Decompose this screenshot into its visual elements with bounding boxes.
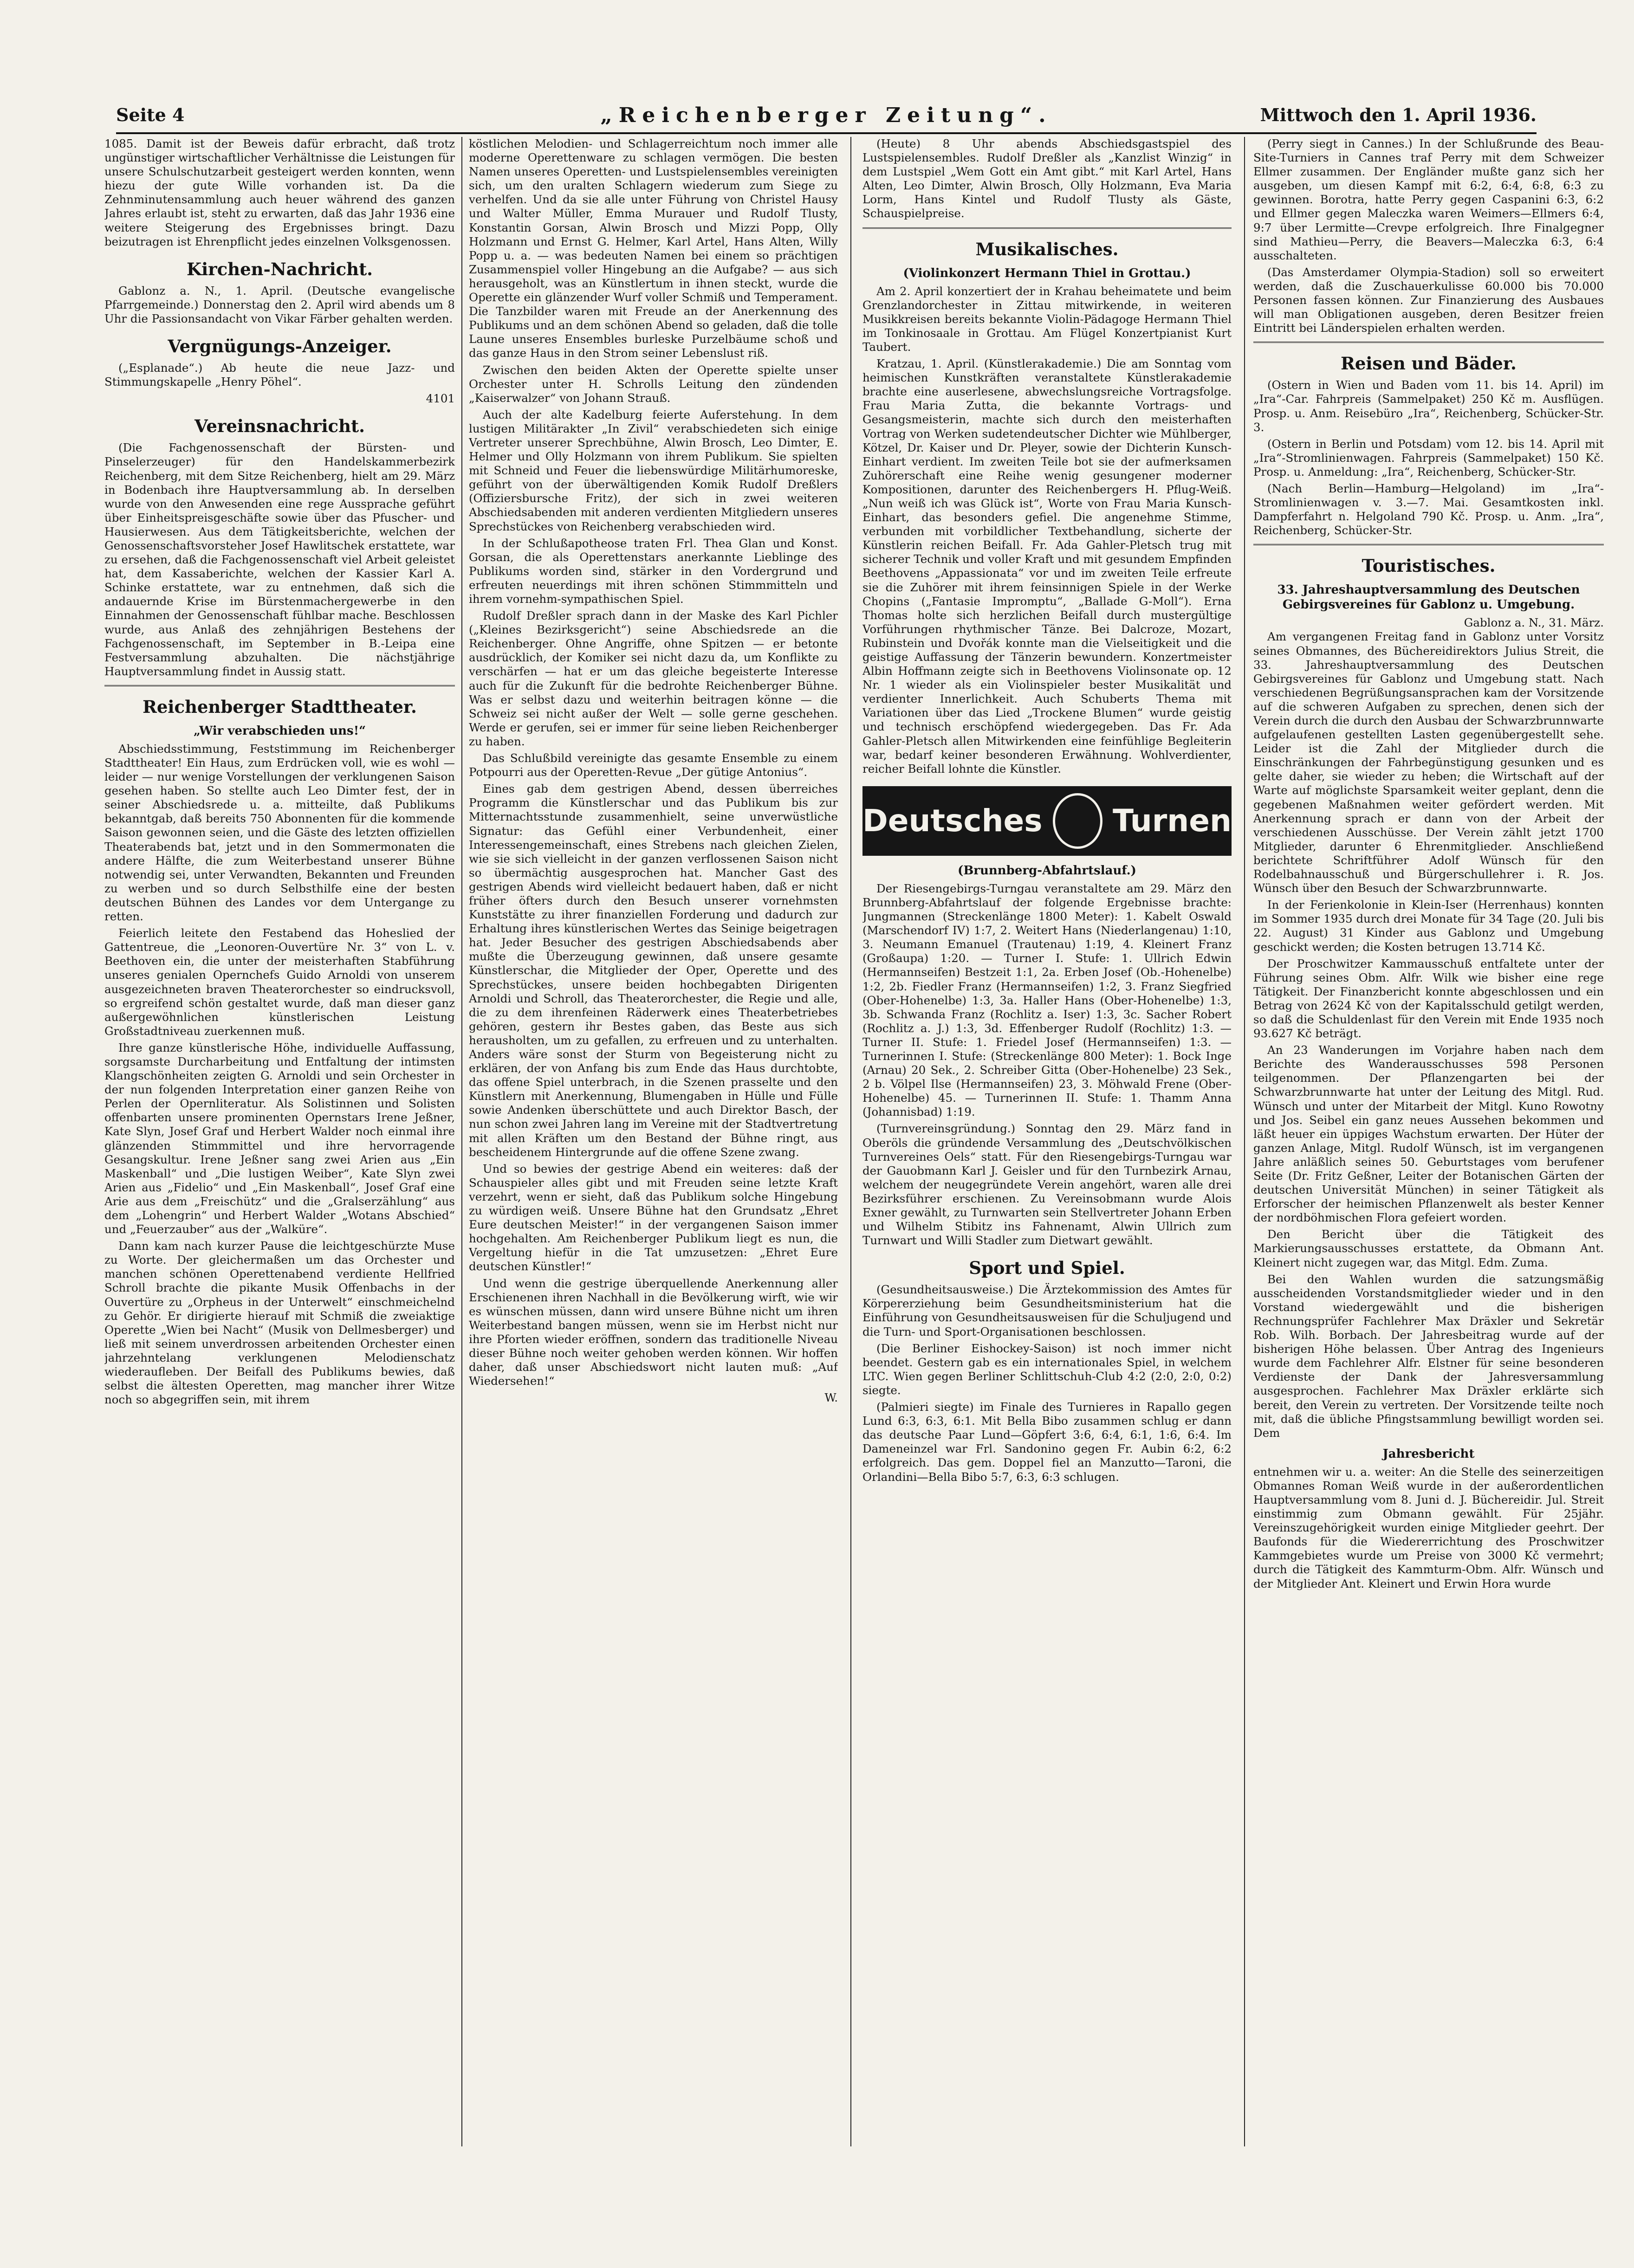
article-text: Zwischen den beiden Akten der Operette spielte unser Orchester unter H. Schrolls Leitung den zündenden „Kaiserwalzer“ von Johann Strauß.	[469, 363, 838, 405]
banner-word-right: Turnen	[1112, 802, 1232, 839]
article-text: (Nach Berlin—Hamburg—Helgoland) im „Ira“-Stromlinienwagen v. 3.—7. Mai. Gesamtkosten inkl. Dampferfahrt n. Helgoland 790 Kč. Prosp. u. Anm. „Ira“, Reichenberg, Schücker-Str.	[1253, 481, 1604, 537]
article-text: In der Ferienkolonie in Klein-Iser (Herrenhaus) konnten im Sommer 1935 durch drei Monate für 34 Tage (20. Juli bis 22. August) 31 Kinder aus Gablonz und Umgebung geschickt werden; die Kosten betrugen 13.714 Kč.	[1253, 898, 1604, 954]
article-text: (Palmieri siegte) im Finale des Turnieres in Rapallo gegen Lund 6:3, 6:3, 6:1. Mit Bella Bibo zusammen schlug er dann das deutsche Paar Lund—Göpfert 3:6, 6:4, 6:1, 1:6, 6:4. Im Dameneinzel war Frl. Sandonino gegen Fr. Aubin 6:2, 6:2 erfolgreich. Das gem. Doppel fiel an Manzutto—Taroni, die Orlandini—Bella Bibo 5:7, 6:3, 6:3 schlugen.	[862, 1400, 1232, 1484]
column-1	[104, 137, 455, 2146]
article-text: (Perry siegt in Cannes.) In der Schlußrunde des Beau-Site-Turniers in Cannes traf Perry mit dem Schweizer Ellmer zusammen. Der Engländer mußte ganz sich her ausgeben, um diesen Kampf mit 6:2, 6:4, 6:8, 6:3 zu gewinnen. Borotra, hatte Perry gegen Caspanini 6:3, 6:2 und Ellmer gegen Maleczka waren Weimers—Ellmers 6:4, 9:7 über Lermitte—Crevpe erfolgreich. Ihre Finalgegner sind Mathieu—Perry, die Beavers—Maleczka 6:3, 6:4 ausschalteten.	[1253, 137, 1604, 262]
article-text: Rudolf Dreßler sprach dann in der Maske des Karl Pichler („Kleines Bezirksgericht“) seine Abschiedsrede an die Reichenberger. Ohne Angriffe, ohne Spitzen — er betonte ausdrücklich, der Komiker sei nicht dazu da, um Konflikte zu verschärfen — hat er um das gleiche begeisterte Interesse auch für die Zukunft für die bedrohte Reichenberger Bühne. Was er selbst dazu und weiterhin beitragen könne — die Schweiz sei nicht außer der Welt — solle gerne geschehen. Werde er gerufen, sei er immer für seine lieben Reichenberger zu haben.	[469, 609, 838, 748]
section-heading: Sport und Spiel.	[969, 1258, 1125, 1279]
ad-number: 4101	[426, 392, 455, 406]
article-text: Am vergangenen Freitag fand in Gablonz unter Vorsitz seines Obmannes, des Büchereidirektors Julius Streit, die 33. Jahreshauptversammlung des Deutschen Gebirgsvereines für Gablonz und Umgebung statt. Nach verschiedenen Begrüßungsansprachen kam der Vorsitzende auf die schweren Aufgaben zu sprechen, denen sich der Verein durch die durch den Ausbau der Schwarzbrunnwarte aufgelaufenen gestellten Lasten gegenübergestellt sehe. Leider ist die Zahl der Mitglieder durch die Einschränkungen der Fahrbegünstigung gesunken und es gelte daher, sie wieder zu heben; die Wirtschaft auf der Warte auf möglichste Sparsamkeit weiter geplant, denn die gegebenen Maßnahmen weiter gefördert werden. Mit Anerkennung sprach er dann von der Arbeit der verschiedenen Ausschüsse. Der Verein zählt jetzt 1700 Mitglieder, darunter 6 Ehrenmitglieder. Anschließend berichtete Schriftführer Adolf Wünsch für den Rodelbahnausschuß und Bürgerschullehrer i. R. Jos. Wünsch über den Besuch der Schwarzbrunnwarte.	[1253, 630, 1604, 895]
divider	[862, 227, 1232, 229]
article-text: Den Bericht über die Tätigkeit des Markierungsausschusses erstattete, da Obmann Ant. Kleinert nicht zugegen war, das Mitgl. Edm. Zuma.	[1253, 1228, 1604, 1269]
article-text: (Das Amsterdamer Olympia-Stadion) soll so erweitert werden, daß die Zuschauerkulisse 60.000 bis 70.000 Personen fassen können. Zur Finanzierung des Ausbaues will man Obligationen ausgeben, deren Besitzer freien Eintritt bei Länderspielen erhalten werden.	[1253, 265, 1604, 335]
article-text: In der Schlußapotheose traten Frl. Thea Glan und Konst. Gorsan, die als Operettenstars anerkannte Lieblinge des Publikums worden sind, stärker in den Vordergrund und erfreuten neuerdings mit ihren schönen Stimmmitteln und ihrem vornehm-sympathischen Spiel.	[469, 536, 838, 606]
column-3	[862, 137, 1232, 2146]
page-number: Seite 4	[116, 104, 185, 125]
article-subheading: (Violinkonzert Hermann Thiel in Grottau.)	[903, 266, 1191, 280]
dateline: Gablonz a. N., 31. März.	[1464, 616, 1604, 630]
newspaper-title: „Reichenberger Zeitung“.	[600, 103, 1052, 127]
article-text: köstlichen Melodien- und Schlagerreichtum noch immer alle moderne Operettenware zu schlagen vermögen. Die besten Namen unseres Operetten- und Lustspielensembles vereinigten sich, um den uralten Schlagern wiederum zum Siege zu verhelfen. Und da sie alle unter Führung von Christel Hausy und Walter Müller, Emma Murauer und Rudolf Tlusty, Konstantin Gorsan, Alwin Brosch und Mizzi Popp, Olly Holzmann und Ernst G. Helmer, Karl Artel, Hans Alten, Willy Popp u. a. — was bedeuten Namen bei einem so prächtigen Zusammenspiel voller Hingebung an die Aufgabe? — aus sich herausgeholt, was an Künstlertum in ihnen steckt, wurde die Operette ein glänzender Wurf voller Schmiß und Temperament. Die Tanzbilder waren mit Freude an der Anerkennung des Publikums und an dem schönen Abend so geladen, daß die tolle Laune unseres Ensembles burleske Purzelbäume schoß und das ganze Haus in den Strom seiner Lebenslust riß.	[469, 137, 838, 360]
section-heading: Reichenberger Stadttheater.	[143, 696, 417, 717]
article-text: Dann kam nach kurzer Pause die leichtgeschürzte Muse zu Worte. Der gleichermaßen um das Orchester und manchen schönen Operettenabend verdiente Hellfried Schroll brachte die pikante Musik Offenbachs in der Ouvertüre zu „Orpheus in der Unterwelt“ einschmeichelnd zu Gehör. Er dirigierte hierauf mit Schmiß die zweiaktige Operette „Wien bei Nacht“ (Musik von Dellmesberger) und ließ mit seinem unverdrossen arbeitenden Orchester einen jahrzehntelang verklungenen Melodienschatz wiederaufleben. Der Beifall des Publikums bewies, daß selbst die ältesten Operetten, mag mancher ihrer Witze noch so abgegriffen sein, mit ihrem	[104, 1239, 455, 1407]
article-text: (Heute) 8 Uhr abends Abschiedsgastspiel des Lustspielensembles. Rudolf Dreßler als „Kanzlist Winzig“ in dem Lustspiel „Wem Gott ein Amt gibt.“ mit Karl Artel, Hans Alten, Leo Dimter, Alwin Brosch, Olly Holzmann, Eva Maria Lorm, Hans Kintel und Rudolf Tlusty als Gäste, Schauspielpreise.	[862, 137, 1232, 220]
section-heading: Musikalisches.	[975, 239, 1119, 259]
article-text: (Turnvereinsgründung.) Sonntag den 29. März fand in Oberöls die gründende Versammlung des „Deutschvölkischen Turnvereines Oels“ statt. Für den Riesengebirgs-Turngau war der Gauobmann Karl J. Geisler und für den Turnbezirk Arnau, welchem der neugegründete Verein angehört, waren alle drei Bezirksführer erschienen. Zu Vereinsobmann wurde Alois Exner gewählt, zu Turnwarten sein Stellvertreter Johann Erben und Wilhelm Stibitz ins Fahnenamt, Alwin Ullrich zum Turnwart und Willi Stadler zum Dietwart gewählt.	[862, 1122, 1232, 1247]
advertisement-text: („Esplanade“.) Ab heute die neue Jazz- und Stimmungskapelle „Henry Pöhel“.	[104, 361, 455, 389]
article-subheading: „Wir verabschieden uns!“	[193, 724, 366, 738]
article-text: Eines gab dem gestrigen Abend, dessen überreiches Programm die Künstlerschar und das Publikum bis zur Mitternachtsstunde zusammenhielt, seine unverwüstliche Signatur: das Gefühl einer Verbundenheit, einer Interessengemeinschaft, eines Strebens nach gleichen Zielen, wie sie sich vielleicht in der ganzen verflossenen Saison nicht so übermächtig ausgesprochen hat. Mancher Gast des gestrigen Abends wird vielleicht bedauert haben, daß er nicht früher öfters durch den Besuch unserer vornehmsten Kunststätte zu ihrer finanziellen Forderung und dadurch zur Erhaltung ihres künstlerischen Wertes das Seinige beigetragen hat. Jeder Besucher des gestrigen Abschiedsabends aber mußte die Überzeugung gewinnen, daß unsere gesamte Künstlerschar, die Mitglieder der Oper, Operette und des Sprechstückes, unsere beiden hochbegabten Dirigenten Arnoldi und Schroll, das Theaterorchester, die Regie und alle, die zu dem ihrenfeinen Räderwerk eines Theaterbetriebes gehören, gestern ihr Bestes gaben, das Beste aus sich herausholten, um zu gefallen, zu erfreuen und zu unterhalten. Anders wäre sonst der Sturm von Begeisterung nicht zu erklären, der von Anfang bis zum Ende das Haus durchtobte, das offene Spiel unterbrach, in die Szenen prasselte und den Künstlern mit Anerkennung, Blumengaben in Hülle und Fülle sowie Andenken überschüttete und auch Direktor Basch, der nun schon zwei Jahren lang im Vereine mit der Stadtvertretung mit allen Kräften um den Bestand der Bühne ringt, aus bescheidenem Hintergrunde auf die offene Szene zwang.	[469, 782, 838, 1159]
section-heading: Kirchen-Nachricht.	[186, 258, 373, 279]
article-subheading: Jahresbericht	[1382, 1447, 1475, 1461]
column-rule	[850, 137, 851, 2146]
article-signature: W.	[824, 1391, 838, 1405]
column-rule	[461, 137, 462, 2146]
article-text: Der Riesengebirgs-Turngau veranstaltete am 29. März den Brunnberg-Abfahrtslauf der folgende Ergebnisse brachte: Jungmannen (Streckenlänge 1800 Meter): 1. Kabelt Oswald (Marschendorf IV) 1:7, 2. Weitert Hans (Niederlangenau) 1:10, 3. Neumann Emanuel (Trautenau) 1:19, 4. Kleinert Franz (Großaupa) 1:20. — Turner I. Stufe: 1. Ullrich Edwin (Hermannseifen) Bestzeit 1:1, 2a. Erben Josef (Ob.-Hohenelbe) 1:2, 2b. Fiedler Franz (Hermannseifen) 1:2, 3. Franz Siegfried (Ober-Hohenelbe) 1:3, 3a. Haller Hans (Ober-Hohenelbe) 1:3, 3b. Schwanda Franz (Rochlitz a. Iser) 1:3, 3c. Sacher Robert (Rochlitz a. J.) 1:3, 3d. Effenberger Rudolf (Rochlitz) 1:3. — Turner II. Stufe: 1. Friedel Josef (Hermannseifen) 1:3. — Turnerinnen I. Stufe: (Streckenlänge 800 Meter): 1. Bock Inge (Arnau) 20 Sek., 2. Schreiber Gitta (Ober-Hohenelbe) 23 Sek., 2 b. Völpel Ilse (Hermannseifen) 23, 3. Möhwald Frene (Ober-Hohenelbe) 45. — Turnerinnen II. Stufe: 1. Thamm Anna (Johannisbad) 1:19.	[862, 881, 1232, 1119]
article-text: (Die Fachgenossenschaft der Bürsten- und Pinselerzeuger) für den Handelskammerbezirk Reichenberg, mit dem Sitze Reichenberg, hielt am 29. März in Bodenbach ihre Hauptversammlung ab. In derselben wurde von den Anwesenden eine rege Aussprache geführt über Einheitspreisgeschäfte sowie über das Pfuscher- und Hausierwesen. Aus dem Tätigkeitsberichte, welchen der Genossenschaftsvorsteher Josef Hawlitschek erstattete, war zu ersehen, daß die Fachgenossenschaft viel Arbeit geleistet hat, dem Kassaberichte, welchen der Kassier Karl A. Schinke erstattete, war zu entnehmen, daß sich die andauernde Krise im Bürstenmachergewerbe in den Einnahmen der Genossenschaft fühlbar mache. Beschlossen wurde, aus Anlaß des zehnjährigen Bestehens der Fachgenossenschaft, im September in B.-Leipa eine Festversammlung abzuhalten. Die nächstjährige Hauptversammlung findet in Aussig statt.	[104, 441, 455, 678]
article-text: Der Proschwitzer Kammausschuß entfaltete unter der Führung seines Obm. Alfr. Wilk wie bisher eine rege Tätigkeit. Der Finanzbericht konnte abgeschlossen und ein Betrag von 2624 Kč von der Kapitalsschuld getilgt werden, so daß die Schuldenlast für den Verein mit Ende 1935 noch 93.627 Kč beträgt.	[1253, 956, 1604, 1040]
turner-cross-icon	[1053, 793, 1102, 849]
article-text: entnehmen wir u. a. weiter: An die Stelle des seinerzeitigen Obmannes Roman Weiß wurde in der außerordentlichen Hauptversammlung vom 8. Juni d. J. Büchereidir. Jul. Streit einstimmig zum Obmann gewählt. Für 25jähr. Vereinszugehörigkeit wurden einige Mitglieder geehrt. Der Baufonds für die Wiedererrichtung des Proschwitzer Kammgebietes wurde um Preise von 3000 Kč vermehrt; durch die Tätigkeit des Kammturm-Obm. Alfr. Wünsch und der Mitglieder Ant. Kleinert und Erwin Hora wurde	[1253, 1465, 1604, 1590]
article-text: (Die Berliner Eishockey-Saison) ist noch immer nicht beendet. Gestern gab es ein internationales Spiel, in welchem LTC. Wien gegen Berliner Schlittschuh-Club 4:2 (2:0, 2:0, 0:2) siegte.	[862, 1341, 1232, 1397]
section-heading: Reisen und Bäder.	[1341, 353, 1517, 374]
section-heading: Vereinsnachricht.	[195, 416, 365, 437]
article-text: Auch der alte Kadelburg feierte Auferstehung. In dem lustigen Militärakter „In Zivil“ verabschiedeten sich einige Vertreter unserer Sprechbühne, Alwin Brosch, Leo Dimter, E. Helmer und Olly Holzmann von ihrem Publikum. Sie spielten mit Schneid und Feuer die liebenswürdige Militärhumoreske, geführt von der überwältigenden Komik Rudolf Dreßlers (Offiziersbursche Fritz), der sich in zwei weiteren Abschiedsabenden mit anderen verdienten Mitgliedern unseres Sprechstückes von Reichenberg verabschieden wird.	[469, 407, 838, 533]
article-text: Ihre ganze künstlerische Höhe, individuelle Auffassung, sorgsamste Durcharbeitung und Entfaltung der intimsten Klangschönheiten zeigten G. Arnoldi und sein Orchester in der nun folgenden Interpretation einer ganzen Reihe von Perlen der Opernliteratur. Als Solistinnen und Solisten offenbarten unsere prominenten Opernstars Irene Jeßner, Kate Slyn, Josef Graf und Herbert Walder noch einmal ihre glänzenden Stimmmittel und ihre hervorragende Gesangskultur. Irene Jeßner sang zwei Arien aus „Ein Maskenball“ und „Die lustigen Weiber“, Kate Slyn zwei Arien aus „Fidelio“ und „Ein Maskenball“, Josef Graf eine Arie aus dem „Freischütz“ und die „Gralserzählung“ aus dem „Lohengrin“ und Herbert Walder „Wotans Abschied“ und „Feuerzauber“ aus der „Walküre“.	[104, 1040, 455, 1236]
article-text: Bei den Wahlen wurden die satzungsmäßig ausscheidenden Vorstandsmitglieder wieder und in den Vorstand wiedergewählt und die bisherigen Rechnungsprüfer Fachlehrer Max Dräxler und Sekretär Rob. Wilh. Borbach. Der Jahresbeitrag wurde auf der bisherigen Höhe belassen. Über Antrag des Ingenieurs wurde dem Fachlehrer Alfr. Elstner für seine besonderen Verdienste der Dank der Jahresversammlung ausgesprochen. Fachlehrer Max Dräxler erklärte sich bereit, den Verein zu vertreten. Der Vorsitzende teilte noch mit, daß die übliche Pfingstsammlung bewilligt worden sei. Dem	[1253, 1272, 1604, 1440]
article-text: Abschiedsstimmung, Feststimmung im Reichenberger Stadttheater! Ein Haus, zum Erdrücken voll, wie es wohl — leider — nur wenige Vorstellungen der verklungenen Saison gesehen haben. So stellte auch Leo Dimter fest, der in seiner Abschiedsrede u. a. mitteilte, daß Publikums bekanntgab, daß bereits 750 Abonnenten für die kommende Saison gewonnen seien, und die Gäste des letzten offiziellen Theaterabends bat, jetzt und in den Sommermonaten die andere Hälfte, die zum Weiterbestand unserer Bühne notwendig sei, unter Verwandten, Bekannten und Freunden zu werben und so durch Selbsthilfe eine der besten deutschen Bühnen des Landes vor dem Untergange zu retten.	[104, 742, 455, 924]
column-rule	[1244, 137, 1245, 2146]
article-text: An 23 Wanderungen im Vorjahre haben nach dem Berichte des Wanderausschusses 598 Personen teilgenommen. Der Pflanzengarten bei der Schwarzbrunnwarte hat unter der Leitung des Mitgl. Rud. Wünsch und unter der Mitarbeit der Mitgl. Kuno Rowotny und Jos. Seibel ein ganz neues Aussehen bekommen und läßt heuer ein üppiges Wachstum erwarten. Der Hüter der ganzen Anlage, Mitgl. Rudolf Wünsch, ist im vergangenen Jahre anläßlich seines 50. Geburtstages vom berufener Seite (Dr. Fritz Geßner, Leiter der Botanischen Gärten der deutschen Universität München) in seiner Tätigkeit als Erforscher der heimischen Pflanzenwelt als bester Kenner der nordböhmischen Flora gefeiert worden.	[1253, 1043, 1604, 1225]
section-heading: Vergnügungs-Anzeiger.	[168, 336, 392, 357]
article-text: Feierlich leitete den Festabend das Hoheslied der Gattentreue, die „Leonoren-Ouvertüre Nr. 3“ von L. v. Beethoven ein, die unter der meisterhaften Stabführung unseres genialen Opernchefs Guido Arnoldi von unserem ausgezeichneten braven Theaterorchester so eindrucksvoll, so ergreifend schön gestaltet wurde, daß man dieser ganz außergewöhnlichen künstlerischen Leistung Großstadtniveau zuerkennen muß.	[104, 926, 455, 1038]
divider	[104, 685, 455, 686]
article-text: Und so bewies der gestrige Abend ein weiteres: daß der Schauspieler alles gibt und mit Freuden seine letzte Kraft verzehrt, wenn er sieht, daß das Publikum solche Hingebung zu würdigen weiß. Unsere Bühne hat den Grundsatz „Ehret Eure deutschen Meister!“ in der vergangenen Saison immer hochgehalten. Am Reichenberger Publikum liegt es nun, die Vergeltung hiefür in die Tat umzusetzen: „Ehret Eure deutschen Künstler!“	[469, 1162, 838, 1273]
section-heading: Touristisches.	[1362, 556, 1496, 576]
article-text: Und wenn die gestrige überquellende Anerkennung aller Erschienenen ihren Nachhall in die Bevölkerung wirft, wie wir es wünschen müssen, dann wird unsere Bühne nicht um ihren Weiterbestand bangen müssen, wenn sie im Herbst nicht nur ihre Pforten wieder eröffnen, sondern das traditionelle Niveau dieser Bühne noch weiter gehoben werden können. Wir hoffen daher, daß unser Abschiedswort nicht lauten muß: „Auf Wiedersehen!“	[469, 1276, 838, 1388]
divider	[1253, 544, 1604, 545]
article-text: Kratzau, 1. April. (Künstlerakademie.) Die am Sonntag vom heimischen Kunstkräften veranstaltete Künstlerakademie brachte eine auserlesene, abwechslungsreiche Vortragsfolge. Frau Maria Zutta, die bekannte Vortrags- und Gesangsmeisterin, machte sich durch den meisterhaften Vortrag von Werken sudetendeutscher Dichter wie Mühlberger, Kötzel, Dr. Kaiser und Dr. Pleyer, sowie der Dichterin Kunsch-Einhart verdient. Im zweiten Teile bot sie der aufmerksamen Zuhörerschaft eine Reihe wenig gesungener moderner Kompositionen, darunter des Reichenbergers H. Pflug-Weiß. „Nun weiß ich was Glück ist“, Worte von Frau Maria Kunsch-Einhart, das besonders gefiel. Die angenehme Stimme, verbunden mit vorbildlicher Textbehandlung, sicherte der Künstlerin reichen Beifall. Fr. Ada Gahler-Pletsch trug mit sicherer Technik und voller Kraft und mit gesundem Empfinden Beethovens „Appassionata“ vor und im zweiten Teile erfreute sie die Zuhörer mit ihrem feinsinnigen Spiele in der Werke Chopins („Fantasie Impromptu“, „Ballade G-Moll“). Erna Thomas holte sich herzlichen Beifall durch mustergültige Vorführungen rhythmischer Tänze. Bei Dalcroze, Mozart, Rubinstein und Dvořák konnte man die Vielseitigkeit und die geistige Auffassung der Tänzerin bewundern. Konzertmeister Albin Hoffmann zeigte sich in Beethovens Violinsonate op. 12 Nr. 1 wieder als ein Violinspieler bester Musikalität und verdienter Innerlichkeit. Auch Schuberts Thema mit Variationen über das Lied „Trockene Blumen“ wurde geistig und technisch erschöpfend wiedergegeben. Das Fr. Ada Gahler-Pletsch allen Mitwirkenden eine feinfühlige Begleiterin war, bedarf keiner besonderen Erwähnung. Wohlverdienter, reicher Beifall lohnte die Künstler.	[862, 357, 1232, 775]
article-text: Am 2. April konzertiert der in Krahau beheimatete und beim Grenzlandorchester in Zittau mitwirkende, in weiteren Musikkreisen bereits bekannte Violin-Pädagoge Hermann Thiel im Tonkinosaale in Grottau. Am Flügel Konzertpianist Kurt Taubert.	[862, 284, 1232, 354]
banner-word-left: Deutsches	[862, 802, 1043, 839]
article-subheading: (Brunnberg-Abfahrtslauf.)	[958, 863, 1136, 878]
article-subheading: 33. Jahreshauptversammlung des Deutschen Gebirgsvereines für Gablonz u. Umgebung.	[1277, 583, 1580, 612]
masthead	[116, 104, 1537, 134]
article-text: Gablonz a. N., 1. April. (Deutsche evangelische Pfarrgemeinde.) Donnerstag den 2. April wird abends um 8 Uhr die Passionsandacht von Vikar Färber gehalten werden.	[104, 284, 455, 325]
divider	[1253, 342, 1604, 343]
article-text: (Ostern in Berlin und Potsdam) vom 12. bis 14. April mit „Ira“-Stromlinienwagen. Fahrpreis (Sammelpaket) 150 Kč. Prosp. u. Anmeldung: „Ira“, Reichenberg, Schücker-Str.	[1253, 437, 1604, 478]
column-2	[469, 137, 838, 2146]
article-text: (Ostern in Wien und Baden vom 11. bis 14. April) im „Ira“-Car. Fahrpreis (Sammelpaket) 250 Kč m. Ausflügen. Prosp. u. Anm. Reisebüro „Ira“, Reichenberg, Schücker-Str. 3.	[1253, 378, 1604, 434]
column-4	[1253, 137, 1604, 2146]
article-text: 1085. Damit ist der Beweis dafür erbracht, daß trotz ungünstiger wirtschaftlicher Verhältnisse die Leistungen für unsere Schulschutzarbeit gesteigert werden konnten, wenn hiezu der gute Wille vorhanden ist. Da die Zehnminutensammlung auch heuer während des ganzen Jahres erlaubt ist, steht zu erwarten, daß das Jahr 1936 eine weitere Steigerung des Ergebnisses bringt. Dazu beizutragen ist Ehrenpflicht jedes einzelnen Volksgenossen.	[104, 137, 455, 248]
issue-date: Mittwoch den 1. April 1936.	[1260, 104, 1537, 125]
article-text: Das Schlußbild vereinigte das gesamte Ensemble zu einem Potpourri aus der Operetten-Revue „Der gütige Antonius“.	[469, 751, 838, 779]
turnen-banner	[862, 786, 1232, 856]
article-text: (Gesundheitsausweise.) Die Ärztekommission des Amtes für Körpererziehung beim Gesundheitsministerium hat die Einführung von Gesundheitsausweisen für die Schuljugend und die Turn- und Sport-Organisationen beschlossen.	[862, 1283, 1232, 1338]
